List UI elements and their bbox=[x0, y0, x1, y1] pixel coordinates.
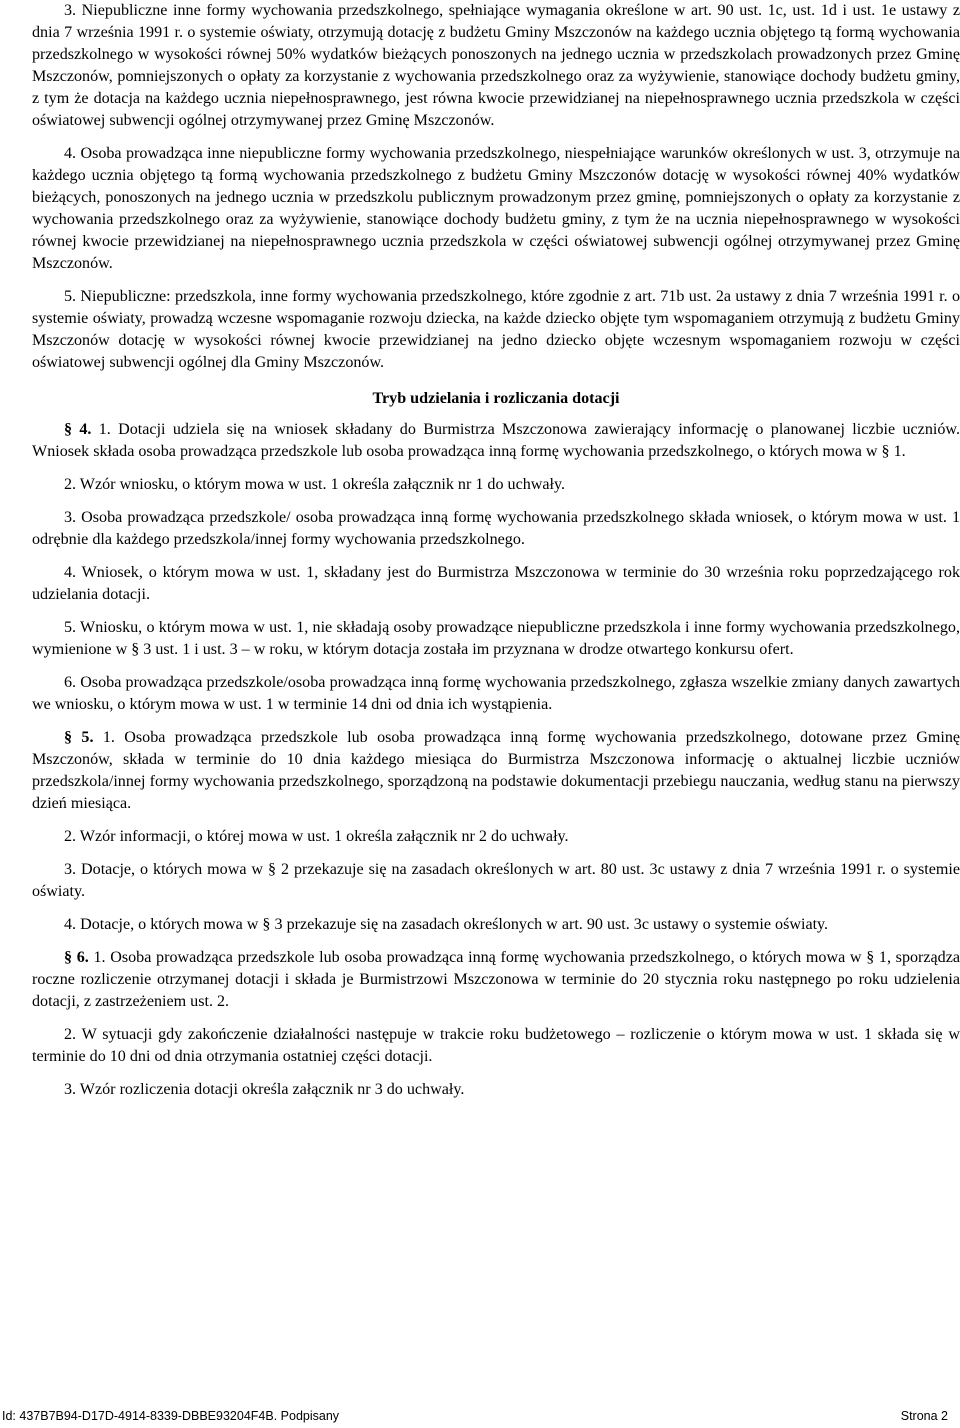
section-6-paragraph-2: 2. W sytuacji gdy zakończenie działalności następuje w trakcie roku budżetowego – rozliczenie o którym mowa w ust. 1 składa się w terminie do 10 dni od dnia otrzymania ostatniej części dotacji. bbox=[32, 1026, 960, 1065]
document-page bbox=[32, 0, 960, 1112]
paragraph-5: 5. Niepubliczne: przedszkola, inne formy wychowania przedszkolnego, które zgodnie z art. 71b ust. 2a ustawy z dnia 7 września 1991 r. o systemie oświaty, prowadzą wczesne wspomaganie rozwoju dziecka, na każde dziecko objęte tym wspomaganiem otrzymują z budżetu Gminy Mszczonów dotację w wysokości równej kwocie przewidzianej na jedno dziecko objęte wczesnym wspomaganiem rozwoju w części oświatowej subwencji ogólnej dla Gminy Mszczonów. bbox=[32, 288, 960, 371]
section-4-number: § 4. bbox=[64, 421, 92, 438]
section-4-paragraph-4: 4. Wniosek, o którym mowa w ust. 1, składany jest do Burmistrza Mszczonowa w terminie do 30 września roku poprzedzającego rok udzielania dotacji. bbox=[32, 564, 960, 603]
section-5-number: § 5. bbox=[64, 729, 94, 746]
section-6-text-1: 1. Osoba prowadząca przedszkole lub osoba prowadząca inną formę wychowania przedszkolnego, o których mowa w § 1, sporządza roczne rozliczenie otrzymanej dotacji i składa je Burmistrzowi Mszczonowa w terminie do 20 stycznia roku następnego po roku udzielenia dotacji, z zastrzeżeniem ust. 2. bbox=[32, 949, 960, 1010]
section-5-paragraph-2: 2. Wzór informacji, o której mowa w ust. 1 określa załącznik nr 2 do uchwały. bbox=[64, 828, 569, 845]
section-5-paragraph-4: 4. Dotacje, o których mowa w § 3 przekazuje się na zasadach określonych w art. 90 ust. 3c ustawy o systemie oświaty. bbox=[64, 916, 829, 933]
document-id: Id: 437B7B94-D17D-4914-8339-DBBE93204F4B. Podpisany bbox=[2, 1409, 340, 1423]
paragraph-3: 3. Niepubliczne inne formy wychowania przedszkolnego, spełniające wymagania określone w art. 90 ust. 1c, ust. 1d i ust. 1e ustawy z dnia 7 września 1991 r. o systemie oświaty, otrzymują dotację z budżetu Gminy Mszczonów na każdego ucznia objętego tą formą wychowania przedszkolnego w wysokości równej 50% wydatków bieżących ponoszonych na jednego ucznia w przedszkolach prowadzonych przez Gminę Mszczonów, pomniejszonych o opłaty za korzystanie z wychowania przedszkolnego oraz za wyżywienie, stanowiące dochody budżetu gminy, z tym że dotacja na każdego ucznia niepełnosprawnego, jest równa kwocie przewidzianej na niepełnosprawnego ucznia przedszkola w części oświatowej subwencji ogólnej otrzymywanej przez Gminę Mszczonów. bbox=[32, 2, 960, 129]
section-4-paragraph-2: 2. Wzór wniosku, o którym mowa w ust. 1 określa załącznik nr 1 do uchwały. bbox=[64, 476, 566, 493]
section-4-paragraph-3: 3. Osoba prowadząca przedszkole/ osoba prowadząca inną formę wychowania przedszkolnego składa wniosek, o którym mowa w ust. 1 odrębnie dla każdego przedszkola/innej formy wychowania przedszkolnego. bbox=[32, 509, 960, 548]
section-4-paragraph-1 bbox=[32, 419, 960, 463]
page-footer bbox=[0, 1406, 960, 1426]
section-4-paragraph-5: 5. Wniosku, o którym mowa w ust. 1, nie składają osoby prowadzące niepubliczne przedszkola i inne formy wychowania przedszkolnego, wymienione w § 3 ust. 1 i ust. 3 – w roku, w którym dotacja została im przyznana w drodze otwartego konkursu ofert. bbox=[32, 619, 960, 658]
section-6-number: § 6. bbox=[64, 949, 89, 966]
section-6-paragraph-3: 3. Wzór rozliczenia dotacji określa załącznik nr 3 do uchwały. bbox=[64, 1081, 465, 1098]
section-5-text-1: 1. Osoba prowadząca przedszkole lub osoba prowadząca inną formę wychowania przedszkolnego, dotowane przez Gminę Mszczonów, składa w terminie do 10 dnia każdego miesiąca do Burmistrza Mszczonowa informację o aktualnej liczbie uczniów przedszkola/innej formy wychowania przedszkolnego, sporządzoną na podstawie dokumentacji przebiegu nauczania, według stanu na pierwszy dzień miesiąca. bbox=[32, 729, 960, 812]
section-5-paragraph-1 bbox=[32, 727, 960, 815]
paragraph-4: 4. Osoba prowadząca inne niepubliczne formy wychowania przedszkolnego, niespełniające warunków określonych w ust. 3, otrzymuje na każdego ucznia objętego tą formą wychowania przedszkolnego z budżetu Gminy Mszczonów dotację w wysokości równej 40% wydatków bieżących, ponoszonych na jednego ucznia w przedszkolu publicznym prowadzonym przez gminę, pomniejszonych o opłaty za korzystanie z wychowania przedszkolnego oraz za wyżywienie, stanowiące dochody budżetu gminy, z tym że na ucznia niepełnosprawnego w wysokości równej kwocie przewidzianej na niepełnosprawnego ucznia przedszkola w części oświatowej subwencji ogólnej otrzymywanej przez Gminę Mszczonów. bbox=[32, 145, 960, 272]
section-6-paragraph-1 bbox=[32, 947, 960, 1013]
section-5-paragraph-3: 3. Dotacje, o których mowa w § 2 przekazuje się na zasadach określonych w art. 80 ust. 3c ustawy z dnia 7 września 1991 r. o systemie oświaty. bbox=[32, 861, 960, 900]
section-4-paragraph-6: 6. Osoba prowadząca przedszkole/osoba prowadząca inną formę wychowania przedszkolnego, zgłasza wszelkie zmiany danych zawartych we wniosku, o którym mowa w ust. 1 w terminie 14 dni od dnia ich wystąpienia. bbox=[32, 674, 960, 713]
section-4-text-1: 1. Dotacji udziela się na wniosek składany do Burmistrza Mszczonowa zawierający informację o planowanej liczbie uczniów. Wniosek składa osoba prowadząca przedszkole lub osoba prowadząca inną formę wychowania przedszkolnego, o których mowa w § 1. bbox=[32, 421, 960, 460]
page-number: Strona 2 bbox=[900, 1409, 948, 1423]
section-heading: Tryb udzielania i rozliczania dotacji bbox=[372, 390, 620, 407]
